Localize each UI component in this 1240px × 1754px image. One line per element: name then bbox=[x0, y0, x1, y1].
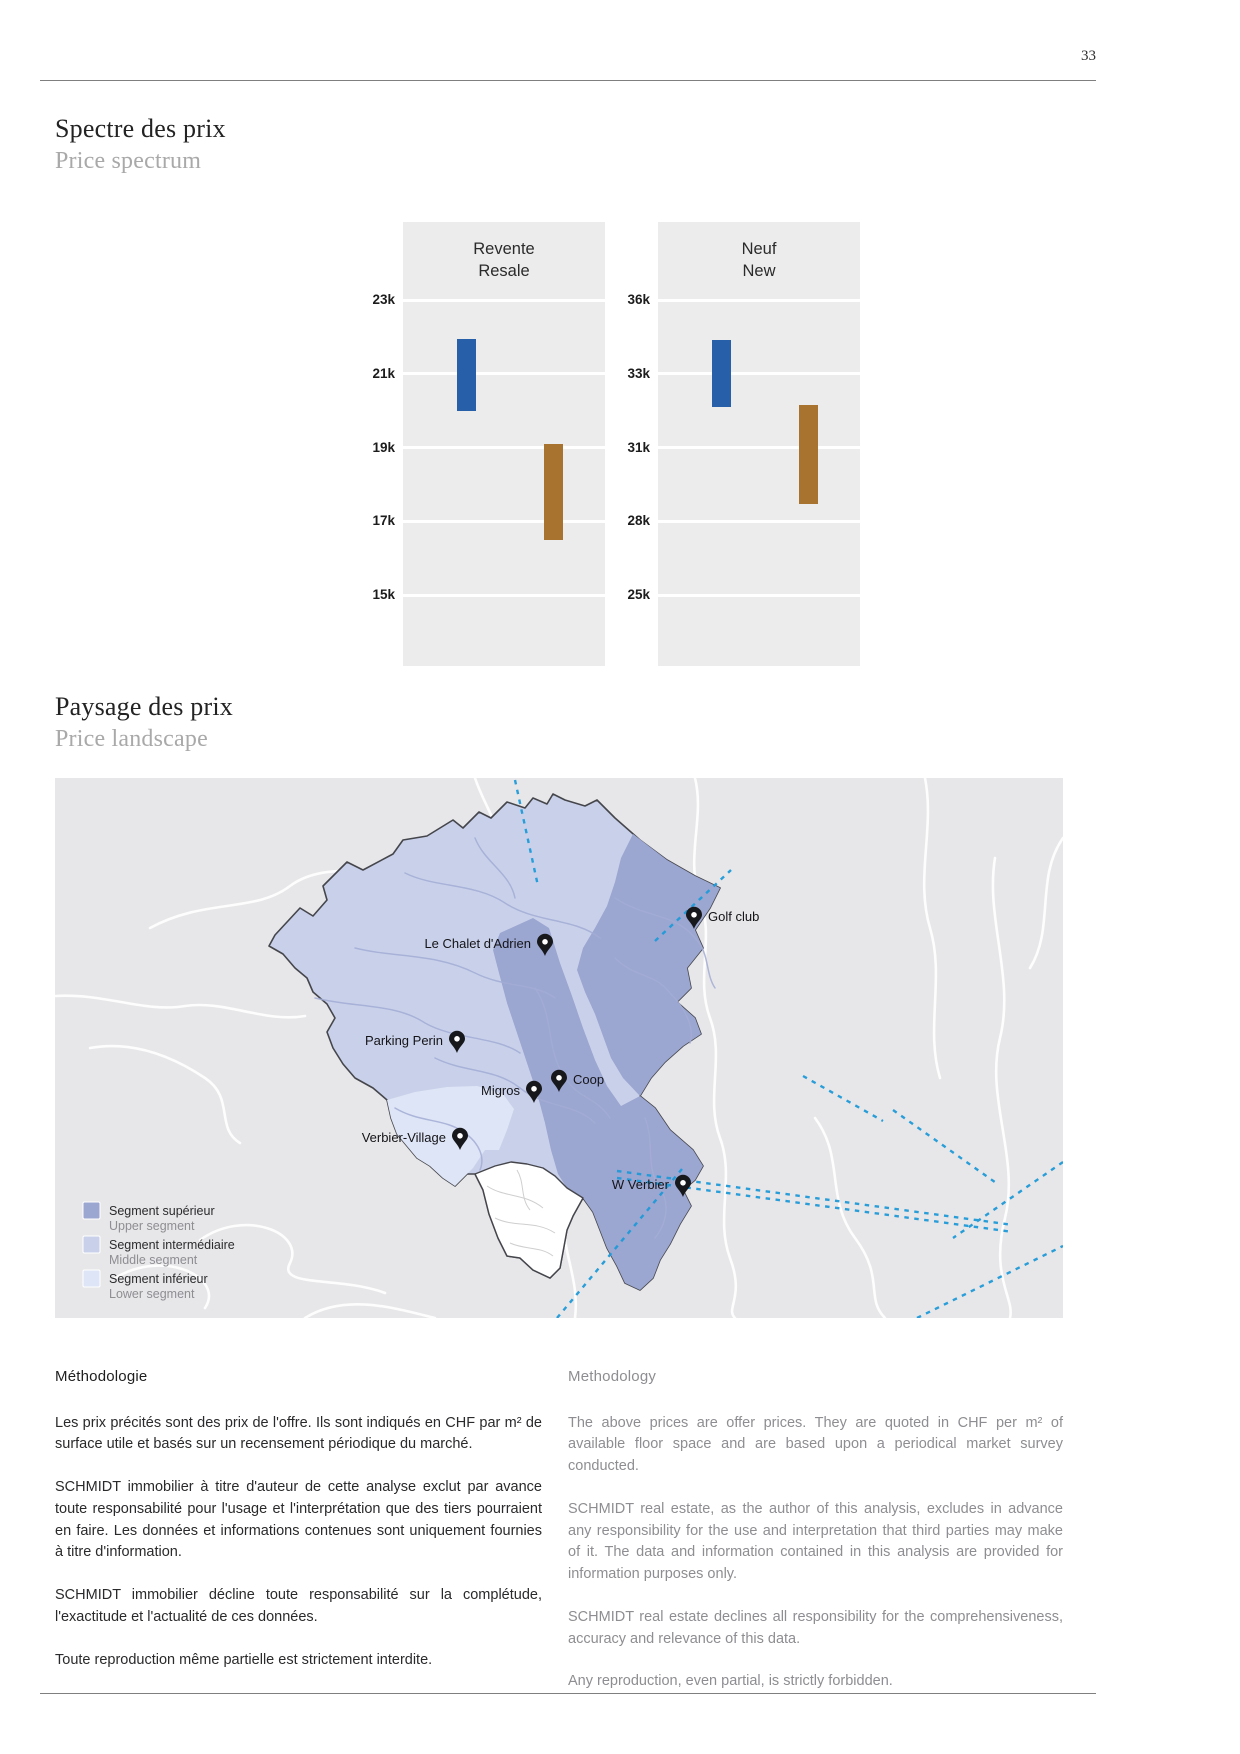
map-pin-dot bbox=[531, 1086, 537, 1092]
range-bar-chalet bbox=[712, 340, 731, 407]
legend-swatch bbox=[83, 1202, 100, 1219]
y-axis-tick: 25k bbox=[627, 587, 650, 602]
methodology-column-en bbox=[568, 1366, 1063, 1714]
map-poi-label: Verbier-Village bbox=[361, 1130, 446, 1145]
y-axis-tick: 19k bbox=[372, 439, 395, 455]
chart-gridline bbox=[658, 299, 860, 302]
y-axis-tick: 28k bbox=[627, 513, 650, 529]
map-pin-dot bbox=[680, 1180, 686, 1186]
chart-panel-resale bbox=[403, 222, 605, 666]
legend-label-en: Lower segment bbox=[109, 1287, 195, 1301]
chart-gridline bbox=[403, 372, 605, 375]
chart-gridline bbox=[403, 299, 605, 302]
map-pin-dot bbox=[542, 939, 548, 945]
map-poi-label: Migros bbox=[480, 1083, 520, 1098]
y-axis-tick: 23k bbox=[372, 292, 395, 307]
section-title-price-landscape-en: Price landscape bbox=[55, 726, 208, 752]
methodology-paragraph: SCHMIDT immobilier décline toute responsabilité sur la complétude, l'exactitude et l'actualité de ces données. bbox=[55, 1587, 542, 1625]
chart-gridline bbox=[403, 446, 605, 449]
methodology-paragraph: The above prices are offer prices. They are quoted in CHF per m² of available floor space and are based upon a periodical market survey conducted. bbox=[568, 1414, 1063, 1474]
map-poi-label: W Verbier bbox=[611, 1177, 669, 1192]
chart-gridline bbox=[403, 594, 605, 597]
legend-label-fr: Segment supérieur bbox=[109, 1204, 215, 1218]
legend-label-en: Upper segment bbox=[109, 1219, 195, 1233]
methodology-heading-fr: Méthodologie bbox=[55, 1368, 148, 1385]
chart-gridline bbox=[658, 520, 860, 523]
map-poi-label: Coop bbox=[573, 1072, 605, 1087]
map-canvas bbox=[55, 778, 1063, 1318]
map-pin-dot bbox=[691, 912, 697, 918]
chart-title: Neuf New bbox=[741, 240, 777, 281]
methodology-paragraph: SCHMIDT real estate, as the author of this analysis, excludes in advance any responsibility for the use and interpretation that third parties may make of it. The data and information contained in this analysis are provided for information purposes only. bbox=[568, 1500, 1063, 1582]
y-axis-tick: 21k bbox=[372, 365, 395, 381]
methodology-column-fr bbox=[55, 1366, 542, 1692]
range-bar-ppe bbox=[544, 444, 563, 540]
price-spectrum-charts bbox=[0, 0, 1240, 700]
range-bar-chalet bbox=[457, 339, 476, 411]
y-axis-tick: 33k bbox=[627, 365, 650, 381]
methodology-heading-en: Methodology bbox=[568, 1368, 657, 1385]
section-title-price-spectrum-fr: Spectre des prix bbox=[55, 114, 226, 143]
methodology-paragraph: Toute reproduction même partielle est strictement interdite. bbox=[55, 1651, 433, 1668]
y-axis-tick: 31k bbox=[627, 439, 650, 455]
legend-label-fr: Segment inférieur bbox=[109, 1272, 208, 1286]
page-number: 33 bbox=[1081, 48, 1096, 64]
y-axis-tick: 17k bbox=[372, 513, 395, 529]
range-bar-ppe bbox=[799, 405, 818, 504]
legend-swatch bbox=[83, 1270, 100, 1287]
chart-gridline bbox=[403, 520, 605, 523]
price-landscape-map bbox=[55, 778, 1063, 1318]
footer-rule bbox=[40, 1693, 1096, 1694]
chart-panel-new bbox=[658, 222, 860, 666]
map-pin-dot bbox=[454, 1036, 460, 1042]
chart-gridline bbox=[658, 372, 860, 375]
chart-gridline bbox=[658, 446, 860, 449]
map-pin-dot bbox=[556, 1075, 562, 1081]
legend-label-en: Middle segment bbox=[109, 1253, 198, 1267]
methodology-paragraph: Les prix précités sont des prix de l'offre. Ils sont indiqués en CHF par m² de surface utile et basés sur un recensement périodique du marché. bbox=[55, 1414, 542, 1453]
y-axis-tick: 36k bbox=[627, 292, 650, 307]
section-title-price-landscape-fr: Paysage des prix bbox=[55, 692, 233, 721]
methodology-paragraph: SCHMIDT immobilier à titre d'auteur de cette analyse exclut par avance toute responsabilité pour l'usage et l'interprétation que des tiers pourraient en faire. Les données et informations contenues sont uniquement fournies à titre d'information. bbox=[55, 1479, 542, 1561]
legend-swatch bbox=[83, 1236, 100, 1253]
chart-gridline bbox=[658, 594, 860, 597]
map-poi-label: Parking Perin bbox=[364, 1033, 443, 1048]
methodology-paragraph: SCHMIDT real estate declines all responsibility for the comprehensiveness, accuracy and relevance of this data. bbox=[568, 1608, 1063, 1647]
y-axis-tick: 15k bbox=[372, 587, 395, 602]
legend-label-fr: Segment intermédiaire bbox=[109, 1238, 235, 1252]
map-pin-dot bbox=[457, 1133, 463, 1139]
section-title-price-spectrum-en: Price spectrum bbox=[55, 148, 202, 174]
map-poi-label: Golf club bbox=[708, 909, 760, 924]
map-poi-label: Le Chalet d'Adrien bbox=[424, 936, 531, 951]
methodology-paragraph: Any reproduction, even partial, is strictly forbidden. bbox=[568, 1673, 893, 1690]
chart-title: Revente Resale bbox=[473, 240, 535, 281]
